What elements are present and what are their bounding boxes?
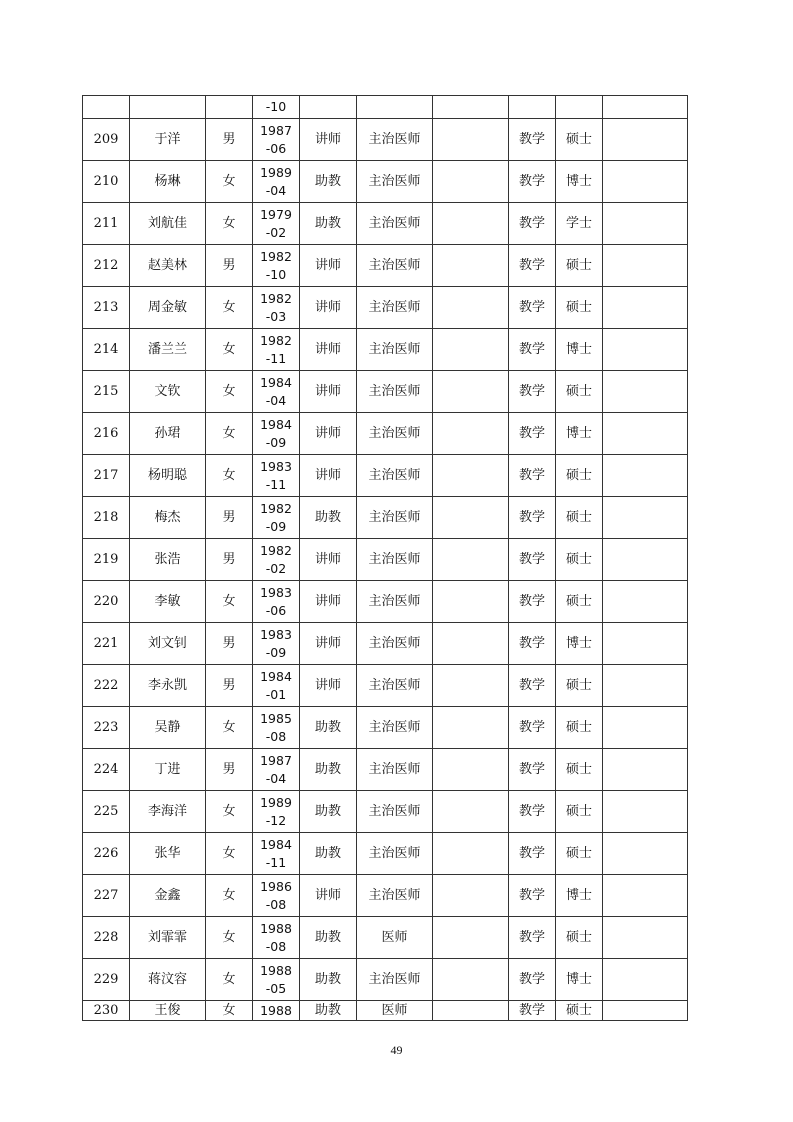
cell-title: 助教 — [300, 833, 357, 875]
table-row — [83, 119, 688, 161]
cell-extra — [603, 1001, 688, 1021]
birth-year: 1983 — [260, 584, 292, 600]
cell-degree: 硕士 — [556, 371, 603, 413]
cell-name: 王俊 — [130, 1001, 206, 1021]
cell-title: 讲师 — [300, 287, 357, 329]
cell-name: 梅杰 — [130, 497, 206, 539]
cell-no: 219 — [83, 539, 130, 581]
cell-type: 教学 — [509, 119, 556, 161]
cell-blank — [433, 833, 509, 875]
cell-no: 222 — [83, 665, 130, 707]
cell-name: 赵美林 — [130, 245, 206, 287]
cell-blank — [433, 665, 509, 707]
birth-year: 1989 — [260, 164, 292, 180]
birth-month: -06 — [265, 140, 287, 156]
cell-birth — [253, 917, 300, 959]
cell-name: 孙珺 — [130, 413, 206, 455]
cell-gender: 男 — [206, 119, 253, 161]
cell-blank — [433, 623, 509, 665]
cell-no: 211 — [83, 203, 130, 245]
cell-no: 228 — [83, 917, 130, 959]
cell-name: 文钦 — [130, 371, 206, 413]
cell-degree: 博士 — [556, 329, 603, 371]
birth-month: -11 — [265, 854, 287, 870]
birth-year: 1984 — [260, 836, 292, 852]
cell-name: 金鑫 — [130, 875, 206, 917]
birth-year: 1982 — [260, 542, 292, 558]
cell-title: 助教 — [300, 917, 357, 959]
cell-title: 讲师 — [300, 245, 357, 287]
cell-birth — [253, 791, 300, 833]
cell-type: 教学 — [509, 959, 556, 1001]
birth-month: -03 — [265, 308, 287, 324]
table-row — [83, 707, 688, 749]
cell-no: 230 — [83, 1001, 130, 1021]
cell-title: 讲师 — [300, 371, 357, 413]
cell-no: 214 — [83, 329, 130, 371]
cell-type: 教学 — [509, 203, 556, 245]
cell-birth — [253, 287, 300, 329]
cell-no: 221 — [83, 623, 130, 665]
cell-type: 教学 — [509, 539, 556, 581]
cell-position — [357, 96, 433, 119]
cell-name: 张华 — [130, 833, 206, 875]
cell-gender: 女 — [206, 329, 253, 371]
cell-name: 周金敏 — [130, 287, 206, 329]
cell-title: 讲师 — [300, 665, 357, 707]
cell-gender: 男 — [206, 623, 253, 665]
cell-position: 主治医师 — [357, 581, 433, 623]
cell-degree: 博士 — [556, 161, 603, 203]
cell-extra — [603, 959, 688, 1001]
cell-type: 教学 — [509, 917, 556, 959]
cell-title — [300, 96, 357, 119]
cell-extra — [603, 119, 688, 161]
birth-month: -04 — [265, 182, 287, 198]
cell-type: 教学 — [509, 707, 556, 749]
table-row — [83, 161, 688, 203]
cell-blank — [433, 581, 509, 623]
birth-month: -08 — [265, 938, 287, 954]
cell-position: 主治医师 — [357, 707, 433, 749]
cell-title: 讲师 — [300, 581, 357, 623]
cell-no: 227 — [83, 875, 130, 917]
birth-month: -09 — [265, 434, 287, 450]
cell-gender: 男 — [206, 245, 253, 287]
cell-birth — [253, 707, 300, 749]
cell-birth — [253, 245, 300, 287]
birth-year: 1979 — [260, 206, 292, 222]
cell-degree: 硕士 — [556, 833, 603, 875]
table-row — [83, 917, 688, 959]
birth-month: -11 — [265, 476, 287, 492]
table-row — [83, 665, 688, 707]
cell-birth — [253, 119, 300, 161]
cell-degree: 硕士 — [556, 1001, 603, 1021]
birth-month: -08 — [265, 728, 287, 744]
birth-month: -11 — [265, 350, 287, 366]
cell-degree: 硕士 — [556, 119, 603, 161]
birth-year: 1985 — [260, 710, 292, 726]
cell-no: 224 — [83, 749, 130, 791]
cell-type: 教学 — [509, 749, 556, 791]
cell-no: 225 — [83, 791, 130, 833]
page-number: 49 — [390, 1043, 403, 1057]
birth-year: 1982 — [260, 248, 292, 264]
cell-extra — [603, 497, 688, 539]
cell-degree: 硕士 — [556, 707, 603, 749]
cell-gender: 女 — [206, 455, 253, 497]
cell-position: 医师 — [357, 917, 433, 959]
cell-name: 刘航佳 — [130, 203, 206, 245]
cell-no: 217 — [83, 455, 130, 497]
cell-type: 教学 — [509, 791, 556, 833]
cell-extra — [603, 875, 688, 917]
cell-title: 助教 — [300, 749, 357, 791]
table-row — [83, 623, 688, 665]
cell-type: 教学 — [509, 329, 556, 371]
cell-title: 助教 — [300, 959, 357, 1001]
cell-birth — [253, 875, 300, 917]
birth-month: -06 — [265, 602, 287, 618]
cell-title: 讲师 — [300, 413, 357, 455]
cell-gender: 女 — [206, 581, 253, 623]
cell-no: 210 — [83, 161, 130, 203]
cell-birth: 1988 — [253, 1001, 300, 1021]
cell-position: 主治医师 — [357, 875, 433, 917]
cell-blank — [433, 1001, 509, 1021]
cell-birth — [253, 833, 300, 875]
cell-birth — [253, 371, 300, 413]
birth-year: 1982 — [260, 332, 292, 348]
cell-degree: 硕士 — [556, 791, 603, 833]
cell-title: 讲师 — [300, 539, 357, 581]
cell-blank — [433, 497, 509, 539]
cell-extra — [603, 707, 688, 749]
cell-no: 212 — [83, 245, 130, 287]
cell-extra — [603, 203, 688, 245]
cell-birth — [253, 329, 300, 371]
cell-degree: 硕士 — [556, 749, 603, 791]
cell-birth — [253, 623, 300, 665]
cell-extra — [603, 581, 688, 623]
cell-extra — [603, 665, 688, 707]
cell-birth — [253, 959, 300, 1001]
birth-month: -10 — [265, 99, 287, 114]
cell-name: 吴静 — [130, 707, 206, 749]
table-row — [83, 413, 688, 455]
cell-degree: 硕士 — [556, 245, 603, 287]
cell-title: 助教 — [300, 203, 357, 245]
cell-birth — [253, 413, 300, 455]
cell-title: 讲师 — [300, 329, 357, 371]
cell-degree: 博士 — [556, 875, 603, 917]
cell-gender: 女 — [206, 791, 253, 833]
cell-blank — [433, 749, 509, 791]
cell-birth — [253, 455, 300, 497]
birth-year: 1984 — [260, 374, 292, 390]
cell-name — [130, 96, 206, 119]
birth-year: 1984 — [260, 668, 292, 684]
cell-extra — [603, 623, 688, 665]
cell-position: 主治医师 — [357, 959, 433, 1001]
birth-month: -01 — [265, 686, 287, 702]
cell-name: 蒋汶容 — [130, 959, 206, 1001]
birth-month: -02 — [265, 560, 287, 576]
cell-title: 助教 — [300, 707, 357, 749]
cell-blank — [433, 245, 509, 287]
birth-month: -04 — [265, 770, 287, 786]
cell-no — [83, 96, 130, 119]
cell-name: 刘文钊 — [130, 623, 206, 665]
cell-birth — [253, 161, 300, 203]
cell-position: 医师 — [357, 1001, 433, 1021]
cell-extra — [603, 749, 688, 791]
cell-blank — [433, 287, 509, 329]
cell-degree: 硕士 — [556, 581, 603, 623]
cell-degree: 硕士 — [556, 539, 603, 581]
cell-position: 主治医师 — [357, 539, 433, 581]
cell-type: 教学 — [509, 1001, 556, 1021]
birth-year: 1989 — [260, 794, 292, 810]
cell-extra — [603, 161, 688, 203]
cell-position: 主治医师 — [357, 161, 433, 203]
birth-year: 1987 — [260, 122, 292, 138]
cell-position: 主治医师 — [357, 287, 433, 329]
birth-month: -05 — [265, 980, 287, 996]
cell-no: 220 — [83, 581, 130, 623]
table-row — [83, 749, 688, 791]
birth-year: 1987 — [260, 752, 292, 768]
cell-type: 教学 — [509, 245, 556, 287]
cell-no: 218 — [83, 497, 130, 539]
cell-position: 主治医师 — [357, 329, 433, 371]
birth-month: -12 — [265, 812, 287, 828]
cell-extra — [603, 287, 688, 329]
cell-birth — [253, 497, 300, 539]
cell-position: 主治医师 — [357, 203, 433, 245]
cell-gender: 女 — [206, 707, 253, 749]
cell-name: 张浩 — [130, 539, 206, 581]
cell-type: 教学 — [509, 665, 556, 707]
cell-blank — [433, 119, 509, 161]
cell-degree — [556, 96, 603, 119]
cell-gender: 女 — [206, 413, 253, 455]
cell-extra — [603, 329, 688, 371]
cell-blank — [433, 203, 509, 245]
cell-position: 主治医师 — [357, 833, 433, 875]
cell-position: 主治医师 — [357, 413, 433, 455]
cell-name: 刘霏霏 — [130, 917, 206, 959]
cell-blank — [433, 161, 509, 203]
cell-birth — [253, 96, 300, 119]
cell-blank — [433, 791, 509, 833]
cell-title: 助教 — [300, 791, 357, 833]
birth-month: -09 — [265, 518, 287, 534]
table-row — [83, 833, 688, 875]
cell-position: 主治医师 — [357, 623, 433, 665]
table-row — [83, 245, 688, 287]
cell-degree: 硕士 — [556, 455, 603, 497]
birth-year: 1986 — [260, 878, 292, 894]
cell-position: 主治医师 — [357, 455, 433, 497]
table-row — [83, 1001, 688, 1021]
table-row — [83, 539, 688, 581]
cell-no: 213 — [83, 287, 130, 329]
cell-blank — [433, 875, 509, 917]
cell-gender: 女 — [206, 959, 253, 1001]
cell-birth — [253, 203, 300, 245]
cell-birth — [253, 539, 300, 581]
cell-birth — [253, 665, 300, 707]
cell-title: 讲师 — [300, 119, 357, 161]
table-row — [83, 203, 688, 245]
cell-degree: 学士 — [556, 203, 603, 245]
cell-position: 主治医师 — [357, 749, 433, 791]
cell-no: 223 — [83, 707, 130, 749]
cell-type: 教学 — [509, 413, 556, 455]
cell-type — [509, 96, 556, 119]
cell-gender: 女 — [206, 833, 253, 875]
cell-title: 助教 — [300, 1001, 357, 1021]
table-row — [83, 329, 688, 371]
cell-no: 216 — [83, 413, 130, 455]
cell-gender: 女 — [206, 1001, 253, 1021]
cell-no: 215 — [83, 371, 130, 413]
cell-name: 于洋 — [130, 119, 206, 161]
cell-blank — [433, 707, 509, 749]
cell-no: 209 — [83, 119, 130, 161]
cell-gender: 男 — [206, 749, 253, 791]
cell-blank — [433, 329, 509, 371]
cell-degree: 硕士 — [556, 287, 603, 329]
table-row — [83, 791, 688, 833]
cell-gender: 男 — [206, 539, 253, 581]
cell-degree: 博士 — [556, 413, 603, 455]
cell-title: 助教 — [300, 497, 357, 539]
cell-extra — [603, 371, 688, 413]
cell-gender: 男 — [206, 665, 253, 707]
cell-name: 李海洋 — [130, 791, 206, 833]
cell-name: 杨明聪 — [130, 455, 206, 497]
cell-blank — [433, 917, 509, 959]
cell-type: 教学 — [509, 623, 556, 665]
cell-gender: 女 — [206, 203, 253, 245]
cell-extra — [603, 833, 688, 875]
cell-blank — [433, 455, 509, 497]
cell-gender: 女 — [206, 875, 253, 917]
table-row — [83, 959, 688, 1001]
cell-extra — [603, 413, 688, 455]
birth-year: 1988 — [260, 920, 292, 936]
cell-blank — [433, 96, 509, 119]
cell-type: 教学 — [509, 371, 556, 413]
cell-title: 助教 — [300, 161, 357, 203]
cell-type: 教学 — [509, 497, 556, 539]
cell-name: 李永凯 — [130, 665, 206, 707]
cell-no: 226 — [83, 833, 130, 875]
birth-month: -09 — [265, 644, 287, 660]
birth-year: 1982 — [260, 500, 292, 516]
cell-birth — [253, 581, 300, 623]
birth-year: 1983 — [260, 626, 292, 642]
cell-gender: 男 — [206, 497, 253, 539]
cell-name: 丁进 — [130, 749, 206, 791]
cell-type: 教学 — [509, 833, 556, 875]
cell-extra — [603, 455, 688, 497]
cell-name: 杨琳 — [130, 161, 206, 203]
cell-type: 教学 — [509, 287, 556, 329]
cell-title: 讲师 — [300, 623, 357, 665]
birth-year: 1983 — [260, 458, 292, 474]
birth-month: -08 — [265, 896, 287, 912]
cell-type: 教学 — [509, 455, 556, 497]
cell-extra — [603, 917, 688, 959]
cell-type: 教学 — [509, 875, 556, 917]
cell-gender: 女 — [206, 287, 253, 329]
cell-position: 主治医师 — [357, 371, 433, 413]
birth-month: -02 — [265, 224, 287, 240]
cell-blank — [433, 539, 509, 581]
birth-year: 1988 — [260, 962, 292, 978]
cell-blank — [433, 959, 509, 1001]
birth-month: -04 — [265, 392, 287, 408]
table-row — [83, 455, 688, 497]
table-row — [83, 287, 688, 329]
cell-position: 主治医师 — [357, 245, 433, 287]
continuation-row — [83, 96, 688, 119]
cell-degree: 硕士 — [556, 497, 603, 539]
cell-type: 教学 — [509, 161, 556, 203]
cell-position: 主治医师 — [357, 791, 433, 833]
staff-table — [82, 95, 688, 1021]
cell-position: 主治医师 — [357, 497, 433, 539]
cell-extra — [603, 96, 688, 119]
cell-degree: 博士 — [556, 959, 603, 1001]
cell-gender — [206, 96, 253, 119]
cell-degree: 硕士 — [556, 665, 603, 707]
table-row — [83, 371, 688, 413]
table-row — [83, 875, 688, 917]
birth-year: 1984 — [260, 416, 292, 432]
birth-year: 1982 — [260, 290, 292, 306]
cell-name: 李敏 — [130, 581, 206, 623]
table-row — [83, 497, 688, 539]
cell-blank — [433, 413, 509, 455]
table-row — [83, 581, 688, 623]
cell-position: 主治医师 — [357, 665, 433, 707]
cell-extra — [603, 245, 688, 287]
cell-gender: 女 — [206, 917, 253, 959]
cell-gender: 女 — [206, 161, 253, 203]
cell-extra — [603, 539, 688, 581]
cell-type: 教学 — [509, 581, 556, 623]
cell-birth — [253, 749, 300, 791]
cell-extra — [603, 791, 688, 833]
cell-no: 229 — [83, 959, 130, 1001]
cell-position: 主治医师 — [357, 119, 433, 161]
cell-title: 讲师 — [300, 455, 357, 497]
cell-blank — [433, 371, 509, 413]
cell-degree: 硕士 — [556, 917, 603, 959]
cell-degree: 博士 — [556, 623, 603, 665]
cell-name: 潘兰兰 — [130, 329, 206, 371]
cell-title: 讲师 — [300, 875, 357, 917]
cell-gender: 女 — [206, 371, 253, 413]
birth-month: -10 — [265, 266, 287, 282]
